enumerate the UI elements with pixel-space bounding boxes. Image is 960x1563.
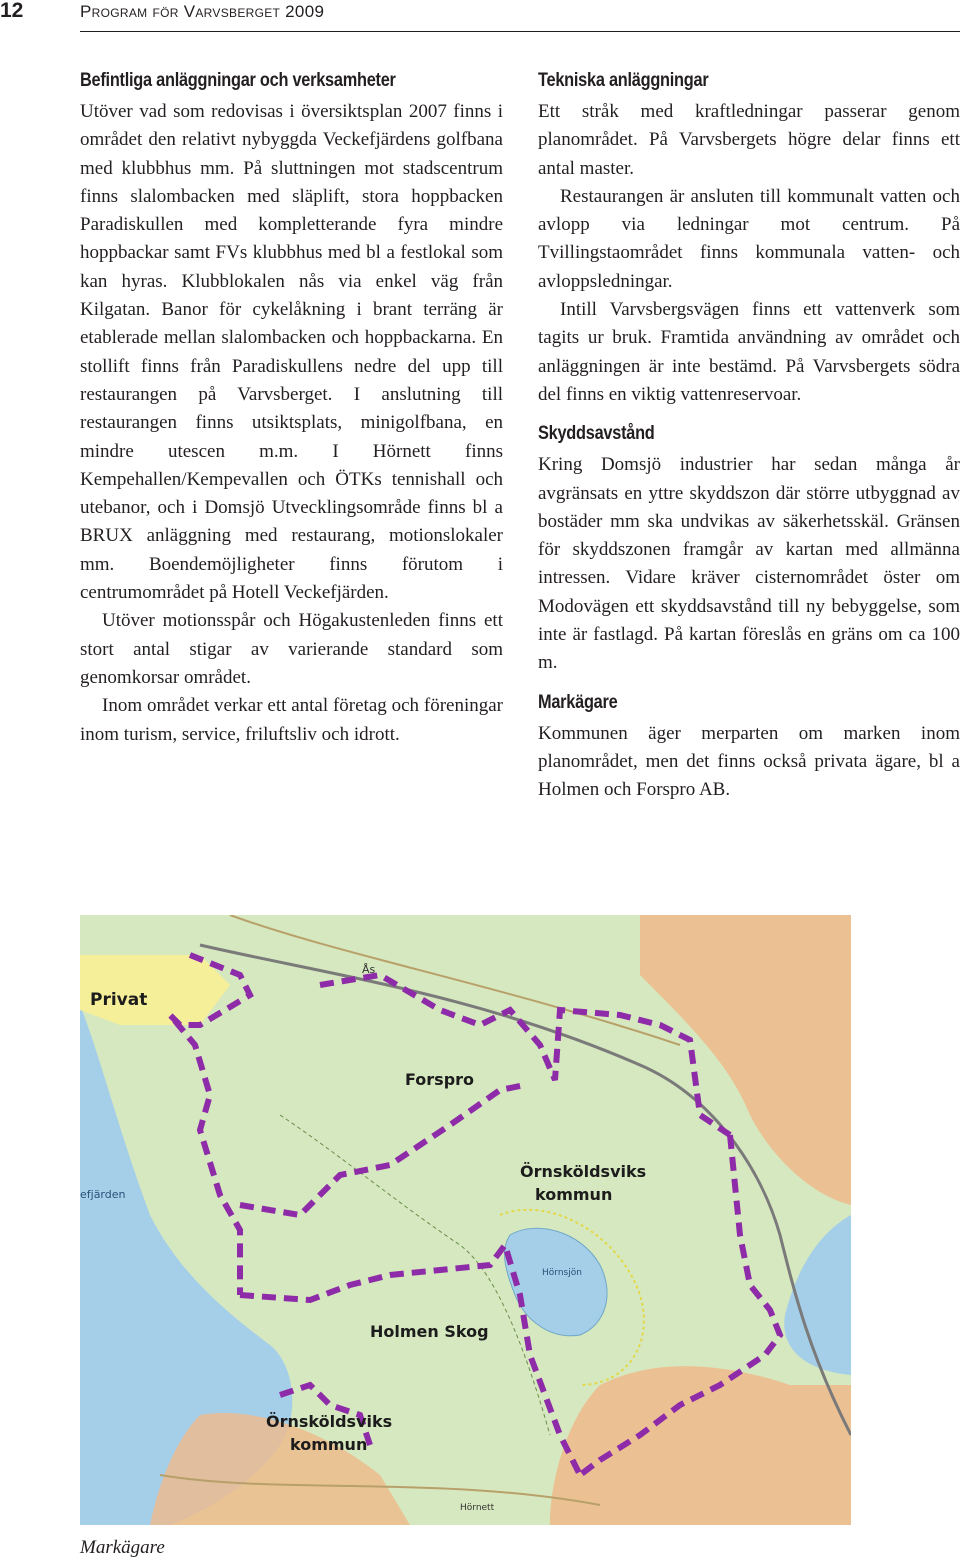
map-label-ornskoldsviks-1: Örnsköldsviks bbox=[520, 1162, 647, 1181]
header-rule bbox=[80, 31, 960, 32]
section-heading-safety: Skyddsavstånd bbox=[538, 423, 655, 445]
section-heading-facilities: Befintliga anläggningar och verksamheter bbox=[80, 70, 396, 91]
left-column bbox=[80, 70, 503, 749]
map-label-veckefjarden: efjärden bbox=[80, 1188, 126, 1201]
page-number: 12 bbox=[0, 0, 24, 22]
paragraph-safety: Kring Domsjö industrier har sedan många år avgränsats en yttre skyddszon där större utbyggnad av bostäder mm ska undvikas av säkerhetsskäl. Gränsen för skyddszonen framgår av kartan med allmänna intressen. Vidare kräver cisternområdet öster om Modovägen ett skyddsavstånd till ny bebyggelse, som inte är fastlagd. På kartan föreslås en gräns om ca 100 m. bbox=[538, 454, 960, 674]
map-label-hornsjon: Hörnsjön bbox=[542, 1268, 582, 1278]
paragraph-companies: Inom området verkar ett antal företag och föreningar inom turism, service, friluftsliv och idrott. bbox=[80, 695, 503, 745]
map-label-kommun-1: kommun bbox=[535, 1185, 613, 1204]
paragraph-owners: Kommunen äger merparten om marken inom planområdet, men det finns också privata ägare, bl a Holmen och Forspro AB. bbox=[538, 722, 960, 801]
paragraph-trails: Utöver motionsspår och Högakustenleden finns ett stort antal stigar av varierande standard som genomkorsar området. bbox=[80, 610, 503, 688]
running-title: Program för Varvsberget 2009 bbox=[80, 2, 325, 21]
map-label-hornett: Hörnett bbox=[460, 1503, 495, 1513]
paragraph-technical-2: Restaurangen är ansluten till kommunalt vatten och avlopp via ledningar mot centrum. På Tvillingstaområdet finns kommunala vatten- och avloppsledningar. bbox=[538, 185, 960, 292]
right-column bbox=[538, 70, 960, 805]
map-label-as: Ås bbox=[362, 963, 376, 976]
paragraph-facilities: Utöver vad som redovisas i översiktsplan 2007 finns i området den relativt nybyggda Veckefjärdens golfbana med klubbhus mm. På sluttningen mot stadscentrum finns slalombacken med släplift, stora hoppbacken Paradiskullen med kompletterande fyra mindre hoppbackar samt FVs klubbhus med bl a festlokal som kan hyras. Klubblokalen nås via enkel väg från Kilgatan. Banor för cykelåkning i brant terräng är etablerade mellan slalombacken och hoppbackarna. En stollift finns från Paradiskullens nedre del upp till restaurangen på Varvsberget. I anslutning till restaurangen finns utsiktsplats, minigolfbana, en mindre utescen m.m. I Hörnett finns Kempehallen/Kempevallen och ÖTKs tennishall och utebanor, och i Domsjö Utvecklingsområde finns bl a BRUX anläggning med restaurang, motionslokaler mm. Boendemöjligheter finns förutom i centrumområdet på Hotell Veckefjärden. bbox=[80, 101, 503, 604]
paragraph-technical-3: Intill Varvsbergsvägen finns ett vattenverk som tagits ur bruk. Framtida användning av området och anläggningen är inte bestämd. På Varvsbergets södra del finns en viktig vattenreservoar. bbox=[538, 299, 960, 405]
land-ownership-map bbox=[80, 915, 851, 1525]
paragraph-technical-1: Ett stråk med kraftledningar passerar genom planområdet. På Varvsbergets högre delar finns ett antal master. bbox=[538, 101, 960, 179]
section-heading-owners: Markägare bbox=[538, 691, 618, 713]
map-label-holmen-skog: Holmen Skog bbox=[370, 1322, 489, 1341]
map-label-privat: Privat bbox=[90, 990, 148, 1010]
section-heading-technical: Tekniska anläggningar bbox=[538, 70, 709, 91]
map-caption: Markägare bbox=[80, 1537, 165, 1558]
map-graphic bbox=[80, 915, 851, 1525]
map-label-ornskoldsviks-2: Örnsköldsviks bbox=[266, 1412, 393, 1431]
map-label-forspro: Forspro bbox=[405, 1070, 475, 1089]
map-label-kommun-2: kommun bbox=[290, 1435, 368, 1454]
